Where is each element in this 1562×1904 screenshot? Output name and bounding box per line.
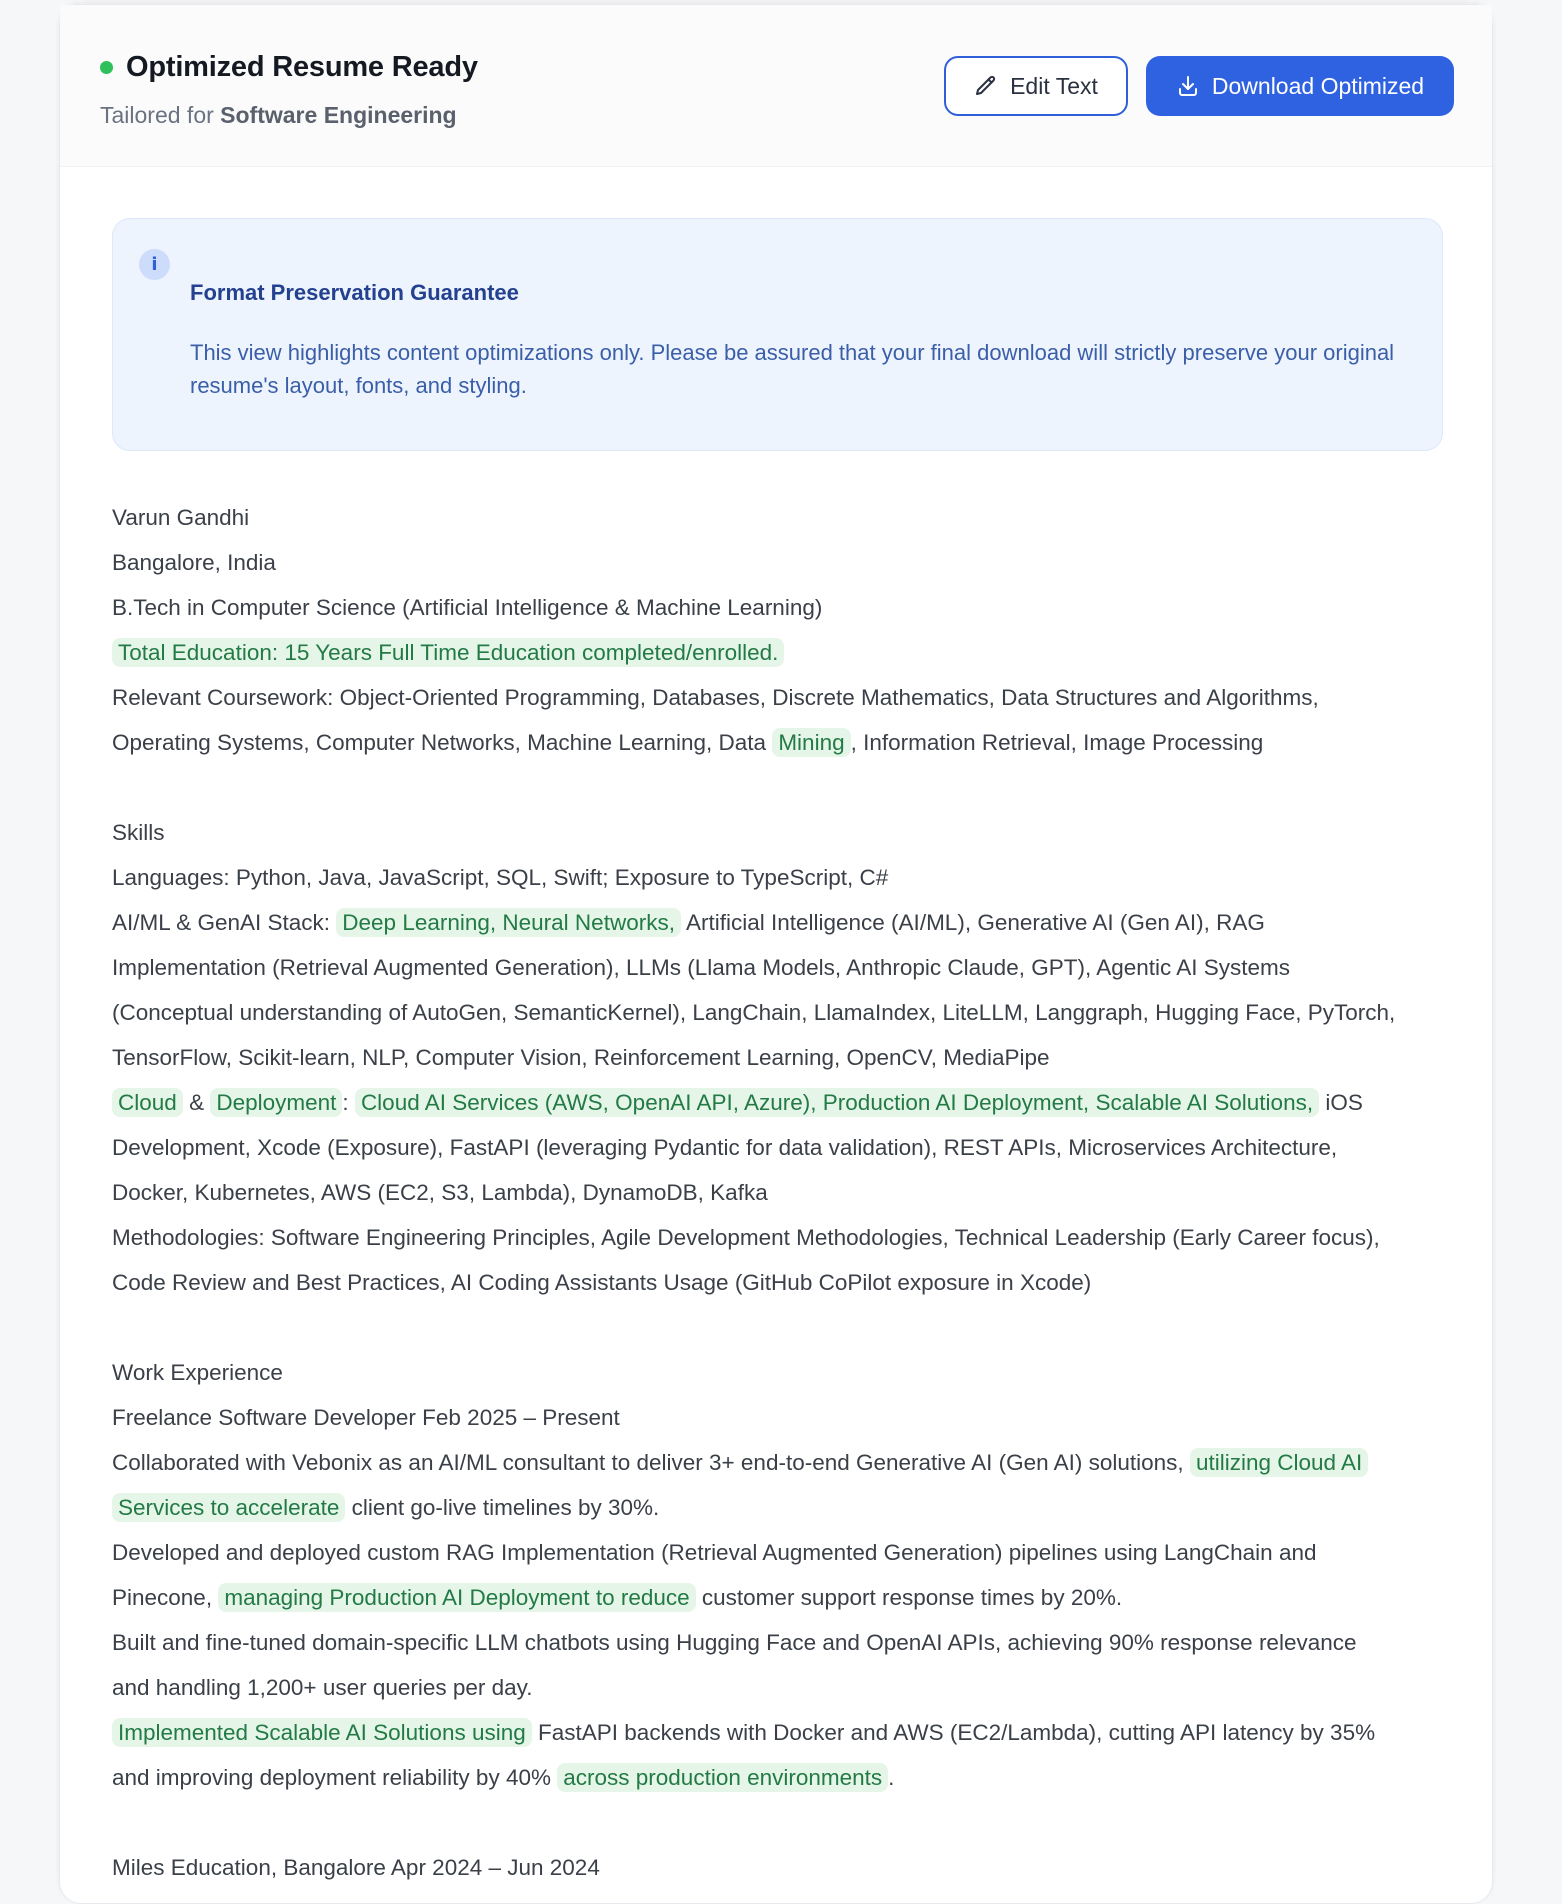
notice-text: This view highlights content optimizations only. Please be assured that your final download will strictly preserve your original resume's layout, fonts, and styling. [190, 340, 1395, 398]
pencil-icon [974, 74, 998, 98]
resume-line: Relevant Coursework: Object-Oriented Programming, Databases, Discrete Mathematics, Data Structures and Algorithms, [112, 685, 1319, 710]
resume-line [112, 630, 1452, 675]
optimization-highlight: Deployment [210, 1088, 342, 1117]
resume-text: , Information Retrieval, Image Processing [850, 730, 1264, 755]
resume-line: TensorFlow, Scikit-learn, NLP, Computer Vision, Reinforcement Learning, OpenCV, MediaPipe [112, 1045, 1050, 1070]
notice-title: Format Preservation Guarantee [190, 280, 519, 305]
resume-line: Languages: Python, Java, JavaScript, SQL, Swift; Exposure to TypeScript, C# [112, 865, 889, 890]
optimization-highlight: across production environments [557, 1763, 888, 1792]
resume-text: Pinecone, [112, 1585, 213, 1610]
resume-line: Built and fine-tuned domain-specific LLM chatbots using Hugging Face and OpenAI APIs, achieving 90% response relevance [112, 1630, 1357, 1655]
optimization-highlight: Deep Learning, Neural Networks, [336, 908, 681, 937]
resume-line: Docker, Kubernetes, AWS (EC2, S3, Lambda), DynamoDB, Kafka [112, 1180, 768, 1205]
edit-text-button[interactable] [944, 56, 1128, 116]
resume-name: Varun Gandhi [112, 505, 250, 530]
resume-text: AI/ML & GenAI Stack: [112, 910, 331, 935]
resume-text: customer support response times by 20%. [701, 1585, 1123, 1610]
download-optimized-label: Download Optimized [1211, 72, 1425, 99]
page-title: Optimized Resume Ready [126, 51, 478, 83]
download-icon [1176, 74, 1200, 98]
result-card [59, 4, 1493, 1904]
skills-heading: Skills [112, 820, 165, 845]
resume-preview [112, 495, 1452, 1890]
resume-line: Development, Xcode (Exposure), FastAPI (leveraging Pydantic for data validation), REST APIs, Microservices Architecture, [112, 1135, 1338, 1160]
optimization-highlight: Implemented Scalable AI Solutions using [112, 1718, 532, 1747]
resume-line [112, 1440, 1452, 1485]
job-title: Miles Education, Bangalore Apr 2024 – Jun 2024 [112, 1855, 600, 1880]
resume-line [112, 1080, 1452, 1125]
optimization-highlight: Total Education: 15 Years Full Time Education completed/enrolled. [112, 638, 784, 667]
optimization-highlight: Cloud AI Services (AWS, OpenAI API, Azure), Production AI Deployment, Scalable AI Solutions, [355, 1088, 1319, 1117]
edit-text-label: Edit Text [1010, 72, 1098, 99]
job-title: Freelance Software Developer Feb 2025 – Present [112, 1405, 620, 1430]
resume-line [112, 720, 1452, 765]
resume-text: Operating Systems, Computer Networks, Machine Learning, Data [112, 730, 767, 755]
result-header [60, 5, 1492, 167]
optimization-highlight: Services to accelerate [112, 1493, 345, 1522]
work-experience-heading: Work Experience [112, 1360, 283, 1385]
optimization-highlight: Mining [772, 728, 850, 757]
resume-line: (Conceptual understanding of AutoGen, SemanticKernel), LangChain, LlamaIndex, LiteLLM, Langgraph, Hugging Face, PyTorch, [112, 1000, 1396, 1025]
resume-text: Artificial Intelligence (AI/ML), Generative AI (Gen AI), RAG [685, 910, 1265, 935]
optimization-highlight: managing Production AI Deployment to reduce [218, 1583, 695, 1612]
resume-line [112, 1710, 1452, 1755]
resume-line: and handling 1,200+ user queries per day. [112, 1675, 533, 1700]
resume-text: client go-live timelines by 30%. [351, 1495, 660, 1520]
resume-text: FastAPI backends with Docker and AWS (EC2/Lambda), cutting API latency by 35% [538, 1720, 1376, 1745]
resume-line [112, 1485, 1452, 1530]
resume-text: : [342, 1090, 349, 1115]
resume-text: Collaborated with Vebonix as an AI/ML consultant to deliver 3+ end-to-end Generative AI (Gen AI) solutions, [112, 1450, 1184, 1475]
subtitle [100, 102, 457, 129]
subtitle-prefix: Tailored for [100, 102, 214, 128]
resume-degree: B.Tech in Computer Science (Artificial Intelligence & Machine Learning) [112, 595, 823, 620]
resume-text: & [189, 1090, 205, 1115]
resume-text: and improving deployment reliability by 40% [112, 1765, 551, 1790]
status-dot-icon [100, 61, 113, 74]
resume-text: . [888, 1765, 895, 1790]
resume-text: iOS [1325, 1090, 1363, 1115]
resume-line [112, 1755, 1452, 1800]
resume-line: Implementation (Retrieval Augmented Generation), LLMs (Llama Models, Anthropic Claude, GPT), Agentic AI Systems [112, 955, 1291, 980]
download-optimized-button[interactable] [1146, 56, 1454, 116]
subtitle-target: Software Engineering [220, 102, 457, 128]
optimization-highlight: utilizing Cloud AI [1190, 1448, 1368, 1477]
resume-line [112, 1575, 1452, 1620]
resume-line: Code Review and Best Practices, AI Coding Assistants Usage (GitHub CoPilot exposure in Xcode) [112, 1270, 1092, 1295]
optimization-highlight: Cloud [112, 1088, 183, 1117]
resume-line [112, 900, 1452, 945]
info-icon: i [139, 249, 170, 280]
resume-line: Methodologies: Software Engineering Principles, Agile Development Methodologies, Technical Leadership (Early Career focus), [112, 1225, 1380, 1250]
resume-line: Developed and deployed custom RAG Implementation (Retrieval Augmented Generation) pipelines using LangChain and [112, 1540, 1317, 1565]
format-preservation-notice [112, 218, 1443, 451]
resume-location: Bangalore, India [112, 550, 276, 575]
